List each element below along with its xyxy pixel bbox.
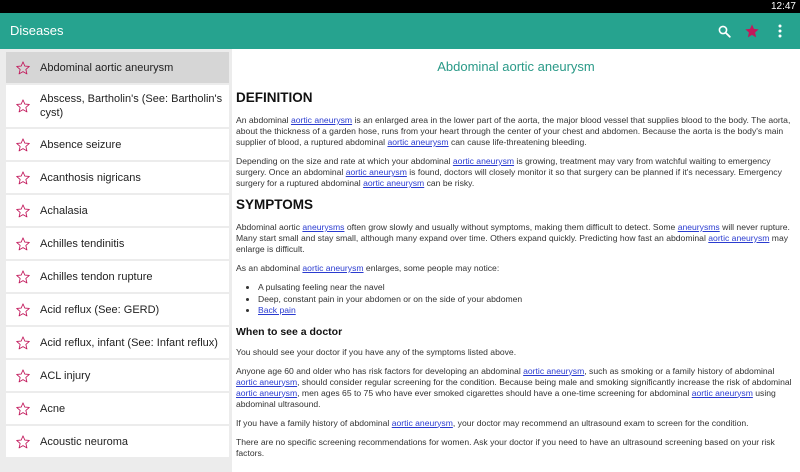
list-item[interactable] <box>6 85 229 127</box>
aortic-aneurysm-link[interactable]: aortic aneurysm <box>708 233 770 243</box>
favorite-star-icon[interactable] <box>6 98 40 114</box>
list-item-label: Achilles tendon rupture <box>40 270 153 283</box>
favorite-star-icon[interactable] <box>6 368 40 384</box>
doctor-paragraph: There are no specific screening recommendations for women. Ask your doctor if you need to have an ultrasound screening based on your risk factors. <box>236 436 775 458</box>
search-button[interactable] <box>710 13 738 49</box>
symptoms-paragraph: Abdominal aortic aneurysms often grow slowly and usually without symptoms, making them difficult to detect. Some aneurysms will never rupture. Many start small and stay small, although many expand over time. Others expand quickly. Predicting how fast an abdominal aortic aneurysm may enlarge is difficult. <box>236 222 790 254</box>
aortic-aneurysm-link[interactable]: aortic aneurysm <box>236 376 298 387</box>
list-item-label: Acanthosis nigricans <box>40 171 141 184</box>
favorites-button[interactable] <box>738 13 766 49</box>
favorite-star-icon[interactable] <box>6 170 40 186</box>
symptoms-paragraph: As an abdominal aortic aneurysm enlarges, some people may notice: <box>236 263 500 273</box>
aortic-aneurysm-link[interactable]: aortic aneurysm <box>691 387 753 398</box>
list-item-label: ACL injury <box>40 369 91 382</box>
article-title: Abdominal aortic aneurysm <box>437 59 595 74</box>
list-item[interactable] <box>6 327 229 358</box>
disease-list[interactable] <box>0 49 232 472</box>
list-item-label: Acoustic neuroma <box>40 435 129 448</box>
favorite-star-icon[interactable] <box>6 269 40 285</box>
status-bar <box>0 0 800 13</box>
article-view[interactable] <box>232 49 800 472</box>
status-time: 12:47 <box>770 1 796 12</box>
list-item-label: Achilles tendinitis <box>40 237 125 250</box>
aortic-aneurysm-link[interactable]: aortic aneurysm <box>345 167 407 177</box>
favorite-star-icon[interactable] <box>6 335 40 351</box>
aneurysms-link[interactable]: aneurysms <box>302 222 345 232</box>
section-heading-symptoms: SYMPTOMS <box>236 197 314 212</box>
list-item[interactable] <box>6 195 229 226</box>
favorite-star-icon[interactable] <box>6 302 40 318</box>
doctor-paragraph: If you have a family history of abdominal aortic aneurysm, your doctor may recommend an ultrasound exam to screen for the condition. <box>236 417 749 428</box>
symptom-item: • Deep, constant pain in your abdomen or on the side of your abdomen <box>258 294 796 306</box>
list-item-label: Absence seizure <box>40 138 122 151</box>
favorite-star-icon[interactable] <box>6 434 40 450</box>
symptom-item <box>258 305 796 317</box>
favorite-star-icon[interactable] <box>6 60 40 76</box>
aortic-aneurysm-link[interactable]: aortic aneurysm <box>363 178 425 188</box>
list-item-label: Abdominal aortic aneurysm <box>40 61 174 74</box>
list-item[interactable] <box>6 426 229 457</box>
aortic-aneurysm-link[interactable]: aortic aneurysm <box>523 365 585 376</box>
list-item[interactable] <box>6 360 229 391</box>
list-item[interactable] <box>6 162 229 193</box>
list-item[interactable] <box>6 393 229 424</box>
star-icon <box>744 23 760 39</box>
list-item[interactable] <box>6 294 229 325</box>
aortic-aneurysm-link[interactable]: aortic aneurysm <box>302 263 364 273</box>
list-item[interactable] <box>6 261 229 292</box>
list-item-label: Acid reflux, infant (See: Infant reflux) <box>40 336 218 349</box>
aortic-aneurysm-link[interactable]: aortic aneurysm <box>391 417 453 428</box>
definition-paragraph: An abdominal aortic aneurysm is an enlarged area in the lower part of the aorta, the major blood vessel that supplies blood to the body. The aorta, about the thickness of a garden hose, runs from your heart through the center of your chest and abdomen. Because the aorta is the body's main supplier of blood, a ruptured abdominal aortic aneurysm can cause life-threatening bleeding. <box>236 115 791 147</box>
favorite-star-icon[interactable] <box>6 401 40 417</box>
list-item[interactable] <box>6 52 229 83</box>
aortic-aneurysm-link[interactable]: aortic aneurysm <box>452 156 515 166</box>
aortic-aneurysm-link[interactable]: aortic aneurysm <box>290 115 353 125</box>
aortic-aneurysm-link[interactable]: aortic aneurysm <box>236 387 298 398</box>
doctor-paragraph: Anyone age 60 and older who has risk factors for developing an abdominal aortic aneurysm, such as smoking or a family history of abdominal aortic aneurysm, should consider regular screening for the condition. Because being male and smoking significantly increase the risk of abdominal aortic aneurysm, men ages 65 to 75 who have ever smoked cigarettes should have a one-time screening for abdominal aortic aneurysm using abdominal ultrasound. <box>236 365 792 409</box>
favorite-star-icon[interactable] <box>6 236 40 252</box>
list-item[interactable] <box>6 129 229 160</box>
list-item-label: Acne <box>40 402 66 415</box>
aortic-aneurysm-link[interactable]: aortic aneurysm <box>387 137 449 147</box>
overflow-menu-button[interactable] <box>766 13 794 49</box>
symptom-item: • A pulsating feeling near the navel <box>258 282 796 294</box>
doctor-paragraph: You should see your doctor if you have any of the symptoms listed above. <box>236 346 517 357</box>
list-item[interactable] <box>6 228 229 259</box>
favorite-star-icon[interactable] <box>6 203 40 219</box>
app-bar <box>0 13 800 49</box>
back-pain-link[interactable]: Back pain <box>258 305 296 315</box>
subheading-when-to-see-doctor: When to see a doctor <box>236 325 343 338</box>
list-item-label: Achalasia <box>40 204 88 217</box>
definition-paragraph: Depending on the size and rate at which your abdominal aortic aneurysm is growing, treatment may vary from watchful waiting to emergency surgery. Once an abdominal aortic aneurysm is found, doctors will closely monitor it so that surgery can be planned if it's necessary. Emergency surgery for a ruptured abdominal aortic aneurysm can be risky. <box>236 156 782 188</box>
aneurysms-link[interactable]: aneurysms <box>677 222 720 232</box>
list-item-label: Acid reflux (See: GERD) <box>40 303 160 316</box>
app-title: Diseases <box>10 23 64 38</box>
list-item-label: Abscess, Bartholin's (See: Bartholin's cyst) <box>40 93 223 119</box>
favorite-star-icon[interactable] <box>6 137 40 153</box>
symptoms-list <box>258 282 796 317</box>
section-heading-definition: DEFINITION <box>236 90 313 105</box>
search-icon <box>718 25 731 38</box>
app-bar-actions <box>710 13 794 49</box>
overflow-menu-icon <box>778 24 782 38</box>
